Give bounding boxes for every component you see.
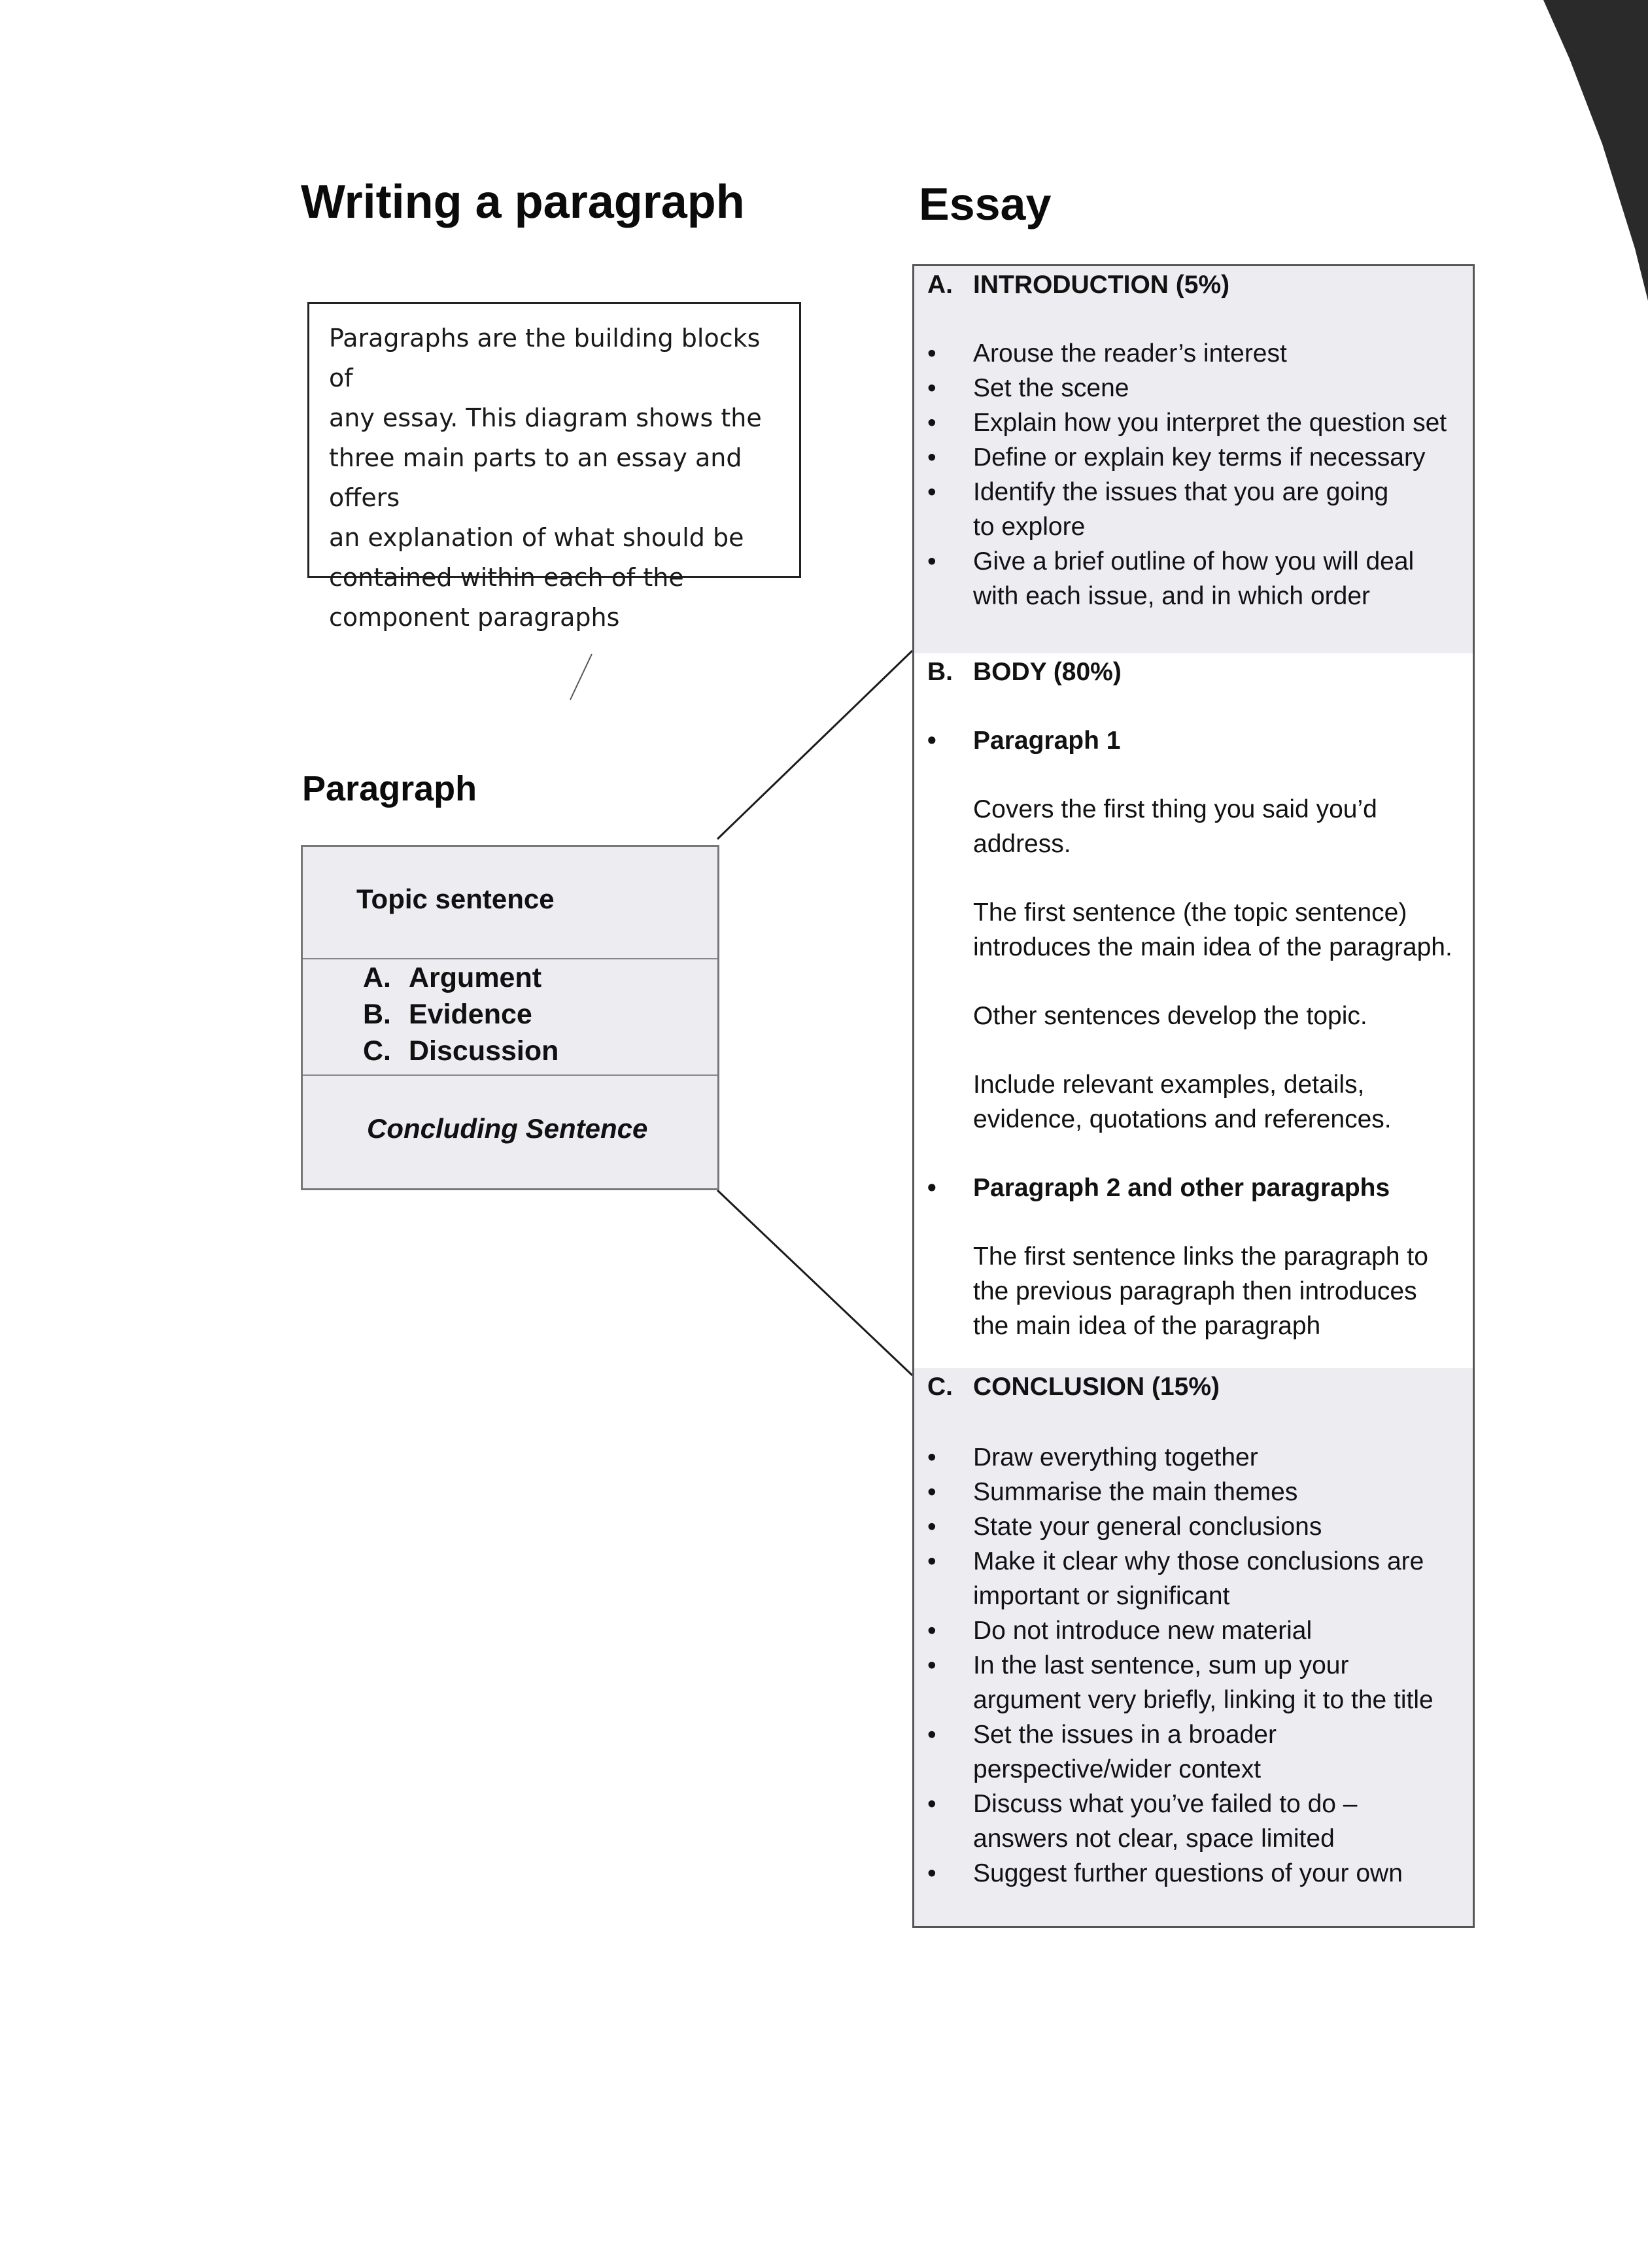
essay-introduction-section bbox=[914, 266, 1473, 653]
essay-title: Essay bbox=[919, 179, 1052, 230]
intro-line: Paragraphs are the building blocks of bbox=[329, 324, 761, 392]
list-item: • State your general conclusions bbox=[973, 1509, 1473, 1544]
concluding-sentence-section bbox=[303, 1076, 717, 1190]
concluding-sentence-label: Concluding Sentence bbox=[367, 1113, 648, 1144]
list-item: • Summarise the main themes bbox=[973, 1475, 1473, 1509]
intro-text-box bbox=[307, 302, 801, 632]
list-item: • Draw everything together bbox=[973, 1440, 1473, 1475]
body-text: Other sentences develop the topic. bbox=[973, 1002, 1367, 1030]
list-item: • Make it clear why those conclusions are important or significant bbox=[973, 1544, 1473, 1613]
list-item: • Set the scene bbox=[973, 371, 1473, 405]
paragraph-heading: Paragraph bbox=[302, 769, 477, 808]
pen-mark bbox=[570, 654, 592, 700]
paragraph-diagram bbox=[301, 845, 719, 1190]
paragraph-part-item: A. Argument bbox=[363, 962, 542, 993]
introduction-heading: A. INTRODUCTION (5%) bbox=[927, 271, 1230, 299]
scan-corner-shadow bbox=[1504, 0, 1648, 301]
body-text: Covers the first thing you said you’d address. bbox=[973, 795, 1377, 858]
list-item: • Explain how you interpret the question set bbox=[973, 405, 1473, 440]
list-item: • Do not introduce new material bbox=[973, 1613, 1473, 1648]
connector-bottom-line bbox=[717, 1190, 912, 1375]
list-item: • Identify the issues that you are going to explore bbox=[973, 475, 1473, 544]
body-text: Include relevant examples, details, evidence, quotations and references. bbox=[973, 1071, 1392, 1133]
paragraph-part-item: B. Evidence bbox=[363, 999, 532, 1030]
topic-sentence-label: Topic sentence bbox=[356, 884, 555, 914]
essay-body-section bbox=[914, 653, 1473, 1368]
essay-structure-table bbox=[912, 264, 1475, 1928]
intro-line: component paragraphs bbox=[329, 603, 620, 632]
paragraph-parts-list bbox=[363, 959, 558, 1069]
list-item: • In the last sentence, sum up your argument very briefly, linking it to the title bbox=[973, 1648, 1473, 1717]
list-item: • Define or explain key terms if necessary bbox=[973, 440, 1473, 475]
intro-line: any essay. This diagram shows the bbox=[329, 404, 762, 432]
list-item: • Suggest further questions of your own bbox=[973, 1856, 1473, 1891]
argument-evidence-discussion-section bbox=[303, 959, 717, 1076]
body-text: The first sentence (the topic sentence) introduces the main idea of the paragraph. bbox=[973, 899, 1452, 961]
list-item: • Arouse the reader’s interest bbox=[973, 336, 1473, 371]
list-item: • Discuss what you’ve failed to do – answers not clear, space limited bbox=[973, 1787, 1473, 1856]
conclusion-list bbox=[973, 1440, 1473, 1891]
essay-conclusion-section bbox=[914, 1368, 1473, 1926]
list-item: • Give a brief outline of how you will deal with each issue, and in which order bbox=[973, 544, 1473, 613]
intro-line: contained within each of the bbox=[329, 563, 684, 592]
paragraph-part-item: C. Discussion bbox=[363, 1035, 559, 1067]
introduction-list bbox=[973, 336, 1473, 613]
conclusion-heading: C. CONCLUSION (15%) bbox=[927, 1373, 1220, 1401]
connector-top-line bbox=[717, 651, 912, 839]
list-item: • Set the issues in a broader perspective/wider context bbox=[973, 1717, 1473, 1787]
intro-line: an explanation of what should be bbox=[329, 523, 744, 552]
body-heading: B. BODY (80%) bbox=[927, 658, 1122, 686]
paragraph-2-title: • Paragraph 2 and other paragraphs bbox=[973, 1171, 1473, 1205]
paragraph-1-title: • Paragraph 1 bbox=[973, 723, 1473, 758]
topic-sentence-section bbox=[303, 847, 717, 959]
body-text: The first sentence links the paragraph to the previous paragraph then introduces the main idea of the paragraph bbox=[973, 1243, 1428, 1340]
page-title: Writing a paragraph bbox=[301, 176, 745, 228]
intro-line: three main parts to an essay and offers bbox=[329, 443, 742, 512]
